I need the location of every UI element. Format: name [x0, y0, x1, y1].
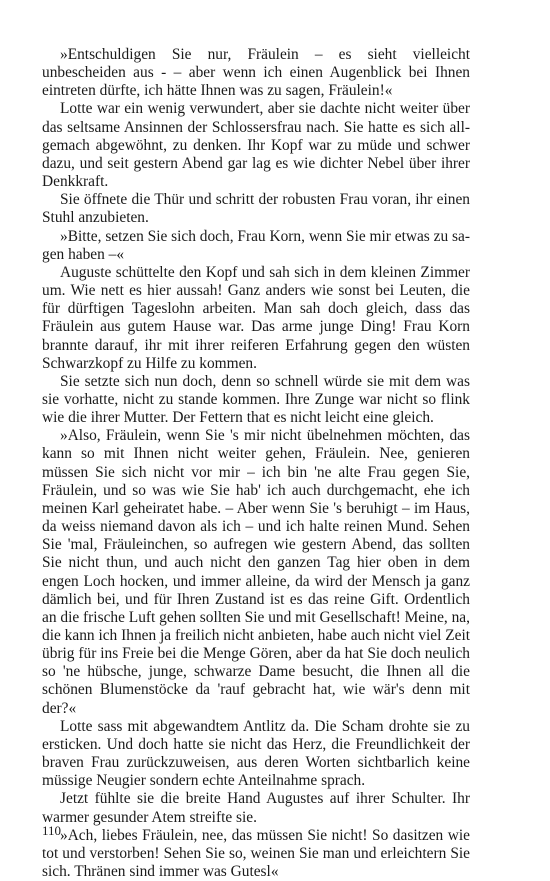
- page-number: 110: [42, 823, 62, 838]
- paragraph-9: Jetzt fühlte sie die breite Hand Augustes auf ihrer Schulter. Ihr warmer gesunder Atem streifte sie.: [42, 790, 470, 826]
- paragraph-5: Auguste schüttelte den Kopf und sah sich in dem kleinen Zimmer um. Wie nett es hier aussah! Ganz anders wie sonst bei Leuten, die für dürftigen Tageslohn arbeiten. Man sah doch gleich, dass das Fräulein aus gutem Hause war. Das arme junge Ding! Frau Korn brannte darauf, ihr mit ihrer reiferen Erfahrung gegen den wüsten Schwarzkopf zu Hilfe zu kommen.: [42, 263, 470, 372]
- paragraph-4: »Bitte, setzen Sie sich doch, Frau Korn, wenn Sie mir etwas zu sagen haben –«: [42, 227, 470, 263]
- paragraph-3: Sie öffnete die Thür und schritt der robusten Frau voran, ihr einen Stuhl anzubieten.: [42, 191, 470, 227]
- paragraph-10: »Ach, liebes Fräulein, nee, das müssen Sie nicht! So dasitzen wie tot und verstorben! Sehen Sie so, weinen Sie man und erleichtern Sie sich. Thränen sind immer was Gutesl«: [42, 826, 470, 881]
- paragraph-7: »Also, Fräulein, wenn Sie 's mir nicht übelnehmen möchten, das kann so mit Ihnen nicht weiter gehen, Fräulein. Nee, genieren müssen Sie sich nicht vor mir – ich bin 'ne alte Frau gegen Sie, Fräulein, und so was wie Sie hab' ich auch durchgemacht, ehe ich meinen Karl geheiratet habe. – Aber wenn Sie 's beruhigt – im Haus, da weiss niemand davon als ich – und ich halte reinen Mund. Sehen Sie 'mal, Fräuleinchen, so aufregen wie gestern Abend, das sollten Sie nicht thun, und auch nicht den ganzen Tag hier oben in dem engen Loch hocken, und immer alleine, da wird der Mensch ja ganz dämlich bei, und für Ihren Zustand ist es das reine Gift. Ordentlich an die frische Luft gehen sollten Sie und mit Gesellschaft! Meine, na, die kann ich Ihnen ja freilich nicht anbieten, habe auch nicht viel Zeit übrig für ins Freie bei die Menge Gören, aber da hat Sie doch neulich so 'ne hübsche, junge, schwarze Dame besucht, die Ihnen all die schönen Blumenstöcke da 'rauf gebracht hat, wie wär's denn mit der?«: [42, 427, 470, 717]
- paragraph-8: Lotte sass mit abgewandtem Antlitz da. Die Scham drohte sie zu ersticken. Und doch hatte sie nicht das Herz, die Freundlichkeit der braven Frau zurückzuweisen, aus deren Worten sichtbarlich keine müssige Neugier sondern echte Anteilnahme sprach.: [42, 717, 470, 790]
- paragraph-1: »Entschuldigen Sie nur, Fräulein – es sieht vielleicht unbescheiden aus - – aber wenn ich einen Augenblick bei Ihnen eintreten dürfte, ich hätte Ihnen was zu sagen, Fräulein!«: [42, 46, 470, 100]
- paragraph-6: Sie setzte sich nun doch, denn so schnell würde sie mit dem was sie vorhatte, nicht zu stande kommen. Ihre Zunge war nicht so flink wie die ihrer Mutter. Der Fettern that es nicht leicht eine gleich.: [42, 372, 470, 427]
- body-text: [42, 46, 470, 881]
- paragraph-2: Lotte war ein wenig verwundert, aber sie dachte nicht weiter über das seltsame Ansinnen der Schlossersfrau nach. Sie hatte es sich allgemach abgewöhnt, zu denken. Ihr Kopf war zu müde und schwer dazu, und seit gestern Abend gar lag es wie dichter Nebel über ihrer Denkkraft.: [42, 100, 470, 191]
